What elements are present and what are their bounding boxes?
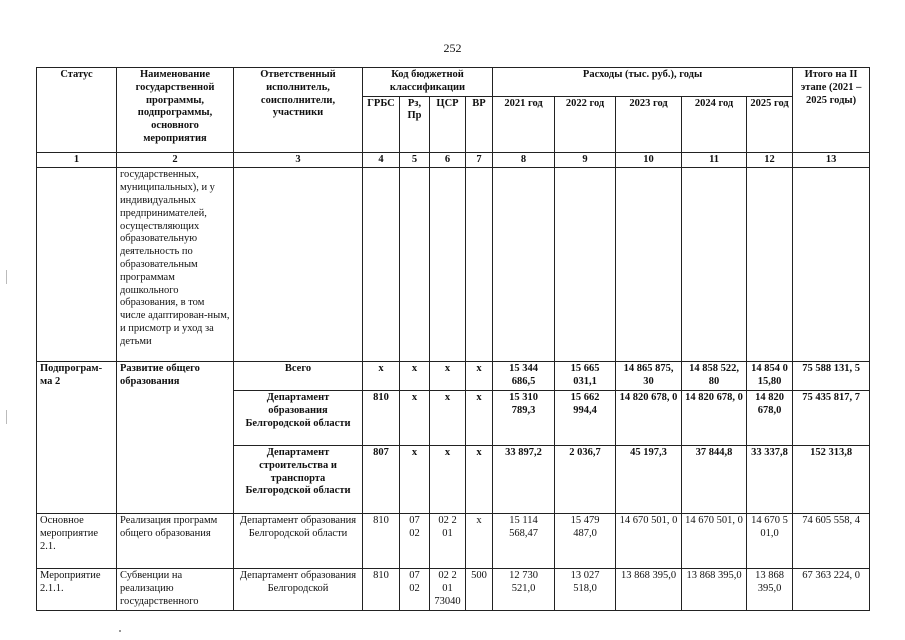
value-2024: 14 670 501, 0: [682, 513, 747, 568]
value-2024: 14 820 678, 0: [682, 390, 747, 445]
value-total: 75 588 131, 5: [793, 362, 870, 391]
status-cell: Мероприятие 2.1.1.: [37, 568, 117, 610]
responsible-cell: Департамент образования Белгородской области: [234, 513, 363, 568]
header-total: Итого на II этапе (2021 – 2025 годы): [793, 68, 870, 153]
header-grbs: ГРБС: [363, 96, 400, 152]
header-budget-code: Код бюджетной классификации: [363, 68, 493, 97]
vr-cell: х: [466, 390, 493, 445]
status-cell: Подпрограм-ма 2: [37, 362, 117, 514]
table-row: [37, 568, 870, 610]
value-2023: 45 197,3: [616, 445, 682, 513]
value-2023: 14 865 875, 30: [616, 362, 682, 391]
rzpr-cell: х: [400, 390, 430, 445]
margin-mark: [6, 270, 7, 284]
rzpr-cell: х: [400, 362, 430, 391]
header-2024: 2024 год: [682, 96, 747, 152]
grbs-cell: х: [363, 362, 400, 391]
name-cell: Развитие общего образования: [117, 362, 234, 514]
responsible-cell: Департамент образования Белгородской: [234, 568, 363, 610]
rzpr-cell: 07 02: [400, 568, 430, 610]
value-2022: 15 665 031,1: [555, 362, 616, 391]
csr-cell: 02 2 01: [430, 513, 466, 568]
col-number: 9: [555, 152, 616, 168]
csr-cell: х: [430, 390, 466, 445]
continued-name-cell: государственных, муниципальных), и у индивидуальных предпринимателей, осуществляющих образовательную деятельность по образовательным программам дошкольного образования, в том числе адаптирован-ным, и присмотр и уход за детьми: [117, 168, 234, 362]
grbs-cell: 807: [363, 445, 400, 513]
page-number: 252: [443, 41, 462, 55]
header-rzpr: Рз, Пр: [400, 96, 430, 152]
margin-mark: [6, 410, 7, 424]
header-csr: ЦСР: [430, 96, 466, 152]
csr-cell: 02 2 01 73040: [430, 568, 466, 610]
value-2023: 13 868 395,0: [616, 568, 682, 610]
vr-cell: х: [466, 445, 493, 513]
header-2023: 2023 год: [616, 96, 682, 152]
responsible-cell: Департамент строительства и транспорта Белгородской области: [234, 445, 363, 513]
header-2021: 2021 год: [493, 96, 555, 152]
grbs-cell: 810: [363, 568, 400, 610]
value-total: 152 313,8: [793, 445, 870, 513]
rzpr-cell: х: [400, 445, 430, 513]
grbs-cell: 810: [363, 513, 400, 568]
col-number: 2: [117, 152, 234, 168]
col-number: 1: [37, 152, 117, 168]
header-name: Наименование государственной программы, подпрограммы, основного мероприятия: [117, 68, 234, 153]
value-2024: 14 858 522, 80: [682, 362, 747, 391]
value-2021: 15 310 789,3: [493, 390, 555, 445]
col-number: 8: [493, 152, 555, 168]
col-number: 10: [616, 152, 682, 168]
value-2022: 2 036,7: [555, 445, 616, 513]
value-2021: 12 730 521,0: [493, 568, 555, 610]
value-2023: 14 670 501, 0: [616, 513, 682, 568]
value-2022: 15 662 994,4: [555, 390, 616, 445]
value-2024: 37 844,8: [682, 445, 747, 513]
name-cell: Реализация программ общего образования: [117, 513, 234, 568]
table-row: [37, 362, 870, 391]
responsible-cell: Департамент образования Белгородской области: [234, 390, 363, 445]
header-responsible: Ответственный исполнитель, соисполнители, участники: [234, 68, 363, 153]
scan-speck: [119, 630, 121, 632]
col-number: 6: [430, 152, 466, 168]
table-row: [37, 513, 870, 568]
col-number: 7: [466, 152, 493, 168]
rzpr-cell: 07 02: [400, 513, 430, 568]
header-2025: 2025 год: [747, 96, 793, 152]
vr-cell: х: [466, 362, 493, 391]
value-2021: 15 344 686,5: [493, 362, 555, 391]
grbs-cell: 810: [363, 390, 400, 445]
header-expenses: Расходы (тыс. руб.), годы: [493, 68, 793, 97]
value-2024: 13 868 395,0: [682, 568, 747, 610]
value-2025: 14 670 5 01,0: [747, 513, 793, 568]
name-cell: Субвенции на реализацию государственного: [117, 568, 234, 610]
status-cell: Основное мероприятие 2.1.: [37, 513, 117, 568]
value-2021: 15 114 568,47: [493, 513, 555, 568]
csr-cell: х: [430, 362, 466, 391]
col-number: 11: [682, 152, 747, 168]
table-row: [37, 168, 870, 362]
value-2023: 14 820 678, 0: [616, 390, 682, 445]
col-number: 3: [234, 152, 363, 168]
value-total: 74 605 558, 4: [793, 513, 870, 568]
col-number: 5: [400, 152, 430, 168]
col-number: 13: [793, 152, 870, 168]
vr-cell: 500: [466, 568, 493, 610]
csr-cell: х: [430, 445, 466, 513]
value-2025: 14 854 0 15,80: [747, 362, 793, 391]
responsible-cell: Всего: [234, 362, 363, 391]
value-2025: 33 337,8: [747, 445, 793, 513]
value-2022: 13 027 518,0: [555, 568, 616, 610]
col-number: 4: [363, 152, 400, 168]
value-2025: 14 820 678,0: [747, 390, 793, 445]
vr-cell: х: [466, 513, 493, 568]
col-number: 12: [747, 152, 793, 168]
header-vr: ВР: [466, 96, 493, 152]
header-2022: 2022 год: [555, 96, 616, 152]
value-total: 67 363 224, 0: [793, 568, 870, 610]
value-2025: 13 868 395,0: [747, 568, 793, 610]
header-status: Статус: [37, 68, 117, 153]
value-2021: 33 897,2: [493, 445, 555, 513]
value-2022: 15 479 487,0: [555, 513, 616, 568]
value-total: 75 435 817, 7: [793, 390, 870, 445]
budget-table: [36, 67, 870, 611]
